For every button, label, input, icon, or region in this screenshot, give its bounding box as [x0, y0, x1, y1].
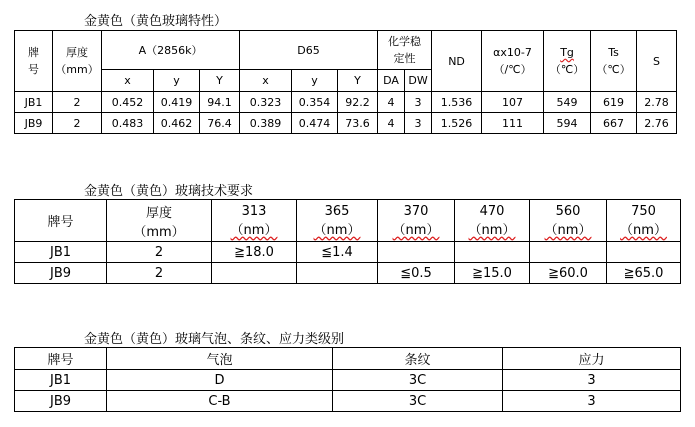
a-x-header: x [102, 70, 154, 92]
table-cell [212, 263, 297, 284]
d65-x-header: x [240, 70, 292, 92]
technical-requirements-table [14, 199, 681, 284]
table-cell: ≧18.0 [212, 242, 297, 263]
a-Y-header: Y [200, 70, 240, 92]
table-header-row [15, 200, 681, 242]
table-cell: 4 [378, 113, 405, 134]
table-cell: 2 [107, 263, 212, 284]
table-cell: 3 [405, 113, 432, 134]
wavelength-value: 750 [631, 203, 656, 219]
table-cell [607, 242, 681, 263]
table2-title: 金黄色（黄色）玻璃技术要求 [84, 184, 254, 199]
table-cell: 0.389 [240, 113, 292, 134]
table-row [15, 242, 681, 263]
brand-header [15, 31, 53, 92]
wavelength-unit: （nm） [313, 222, 361, 238]
brand-header: 牌号 [15, 200, 107, 242]
wavelength-value: 313 [241, 203, 267, 219]
chemical-stability-line2: 定性 [393, 52, 416, 65]
wavelength-value: 470 [479, 203, 505, 219]
wavelength-value: 370 [403, 203, 429, 219]
table-cell: JB9 [15, 113, 53, 134]
wavelength-value: 560 [555, 203, 581, 219]
table-cell: 0.452 [102, 92, 154, 113]
stress-header: 应力 [503, 348, 681, 370]
thickness-header [53, 31, 102, 92]
brand-header: 牌号 [15, 348, 107, 370]
wavelength-value: 365 [324, 203, 350, 219]
thickness-header-line1: 厚度 [66, 46, 88, 59]
illuminant-d65-header: D65 [240, 31, 378, 70]
table-cell: 92.2 [338, 92, 378, 113]
table1-title: 金黄色（黄色玻璃特性） [84, 14, 228, 29]
glass-properties-table [14, 30, 677, 134]
table-cell: ≧60.0 [530, 263, 607, 284]
table-cell: 76.4 [200, 113, 240, 134]
table-cell: JB1 [15, 242, 107, 263]
ts-header-line2: （℃） [596, 63, 631, 76]
dw-header: DW [405, 70, 432, 92]
table-header-row [15, 348, 681, 370]
table-cell: 2 [53, 92, 102, 113]
table-cell: 3 [503, 391, 681, 412]
ts-header-line1: Ts [608, 46, 619, 59]
illuminant-a-header: A（2856k） [102, 31, 240, 70]
ts-header [591, 31, 637, 92]
table-cell: 619 [591, 92, 637, 113]
table-row [15, 113, 677, 134]
table-cell: 4 [378, 92, 405, 113]
tg-header [544, 31, 591, 92]
wavelength-unit: （nm） [620, 222, 667, 238]
wavelength-365-header [297, 200, 378, 242]
nd-header: ND [432, 31, 482, 92]
table-cell [297, 263, 378, 284]
table-cell: 0.474 [292, 113, 338, 134]
table-cell: 667 [591, 113, 637, 134]
stria-header: 条纹 [333, 348, 503, 370]
table-cell: 94.1 [200, 92, 240, 113]
brand-header-line2: 号 [28, 63, 39, 76]
table-cell: 3 [405, 92, 432, 113]
table-cell: JB1 [15, 370, 107, 391]
table-cell: 0.323 [240, 92, 292, 113]
da-header: DA [378, 70, 405, 92]
table-cell [378, 242, 455, 263]
wavelength-unit: （nm） [230, 222, 278, 238]
table-row [15, 263, 681, 284]
table-cell: D [107, 370, 333, 391]
table-cell: 549 [544, 92, 591, 113]
table-cell: 2 [107, 242, 212, 263]
alpha-header-line1: αx10-7 [493, 46, 532, 59]
table-cell: 3 [503, 370, 681, 391]
thickness-header-line2: （mm） [55, 63, 99, 76]
table-cell: JB9 [15, 391, 107, 412]
alpha-header [482, 31, 544, 92]
table-cell: ≦1.4 [297, 242, 378, 263]
table-cell: 0.483 [102, 113, 154, 134]
thickness-header-line2: （mm） [133, 224, 185, 240]
table-cell: 2.76 [637, 113, 677, 134]
table-cell: 2.78 [637, 92, 677, 113]
table-cell: 73.6 [338, 113, 378, 134]
tg-header-line2: （℃） [549, 63, 585, 76]
wavelength-313-header [212, 200, 297, 242]
wavelength-370-header [378, 200, 455, 242]
wavelength-560-header [530, 200, 607, 242]
table-cell: ≧65.0 [607, 263, 681, 284]
wavelength-470-header [455, 200, 530, 242]
table-cell: JB9 [15, 263, 107, 284]
table-cell: 1.536 [432, 92, 482, 113]
table-cell: 2 [53, 113, 102, 134]
table-cell: 111 [482, 113, 544, 134]
table-cell: 3C [333, 370, 503, 391]
table-cell: C-B [107, 391, 333, 412]
table-cell: 0.354 [292, 92, 338, 113]
d65-y-header: y [292, 70, 338, 92]
thickness-header-line1: 厚度 [145, 205, 172, 221]
table-cell [455, 242, 530, 263]
wavelength-750-header [607, 200, 681, 242]
table-cell: 594 [544, 113, 591, 134]
a-y-header: y [154, 70, 200, 92]
bubble-header: 气泡 [107, 348, 333, 370]
table-cell: 107 [482, 92, 544, 113]
table-cell: ≦0.5 [378, 263, 455, 284]
table-row [15, 370, 681, 391]
wavelength-unit: （nm） [544, 222, 592, 238]
wavelength-unit: （nm） [468, 222, 516, 238]
table-cell: 1.526 [432, 113, 482, 134]
table-cell: 0.419 [154, 92, 200, 113]
chemical-stability-header [378, 31, 432, 70]
table-cell: ≧15.0 [455, 263, 530, 284]
table-cell: 0.462 [154, 113, 200, 134]
thickness-header [107, 200, 212, 242]
table-row [15, 92, 677, 113]
wavelength-unit: （nm） [392, 222, 440, 238]
tg-header-line1: Tg [560, 46, 574, 59]
s-header: S [637, 31, 677, 92]
table3-title: 金黄色（黄色）玻璃气泡、条纹、应力类级别 [84, 332, 345, 347]
defect-grade-table [14, 347, 681, 412]
table-cell [530, 242, 607, 263]
brand-header-line1: 牌 [28, 46, 39, 59]
chemical-stability-line1: 化学稳 [388, 35, 422, 48]
alpha-header-line2: （/℃） [493, 63, 532, 76]
table-header-row [15, 31, 677, 70]
table-cell: 3C [333, 391, 503, 412]
table-row [15, 391, 681, 412]
d65-Y-header: Y [338, 70, 378, 92]
table-cell: JB1 [15, 92, 53, 113]
